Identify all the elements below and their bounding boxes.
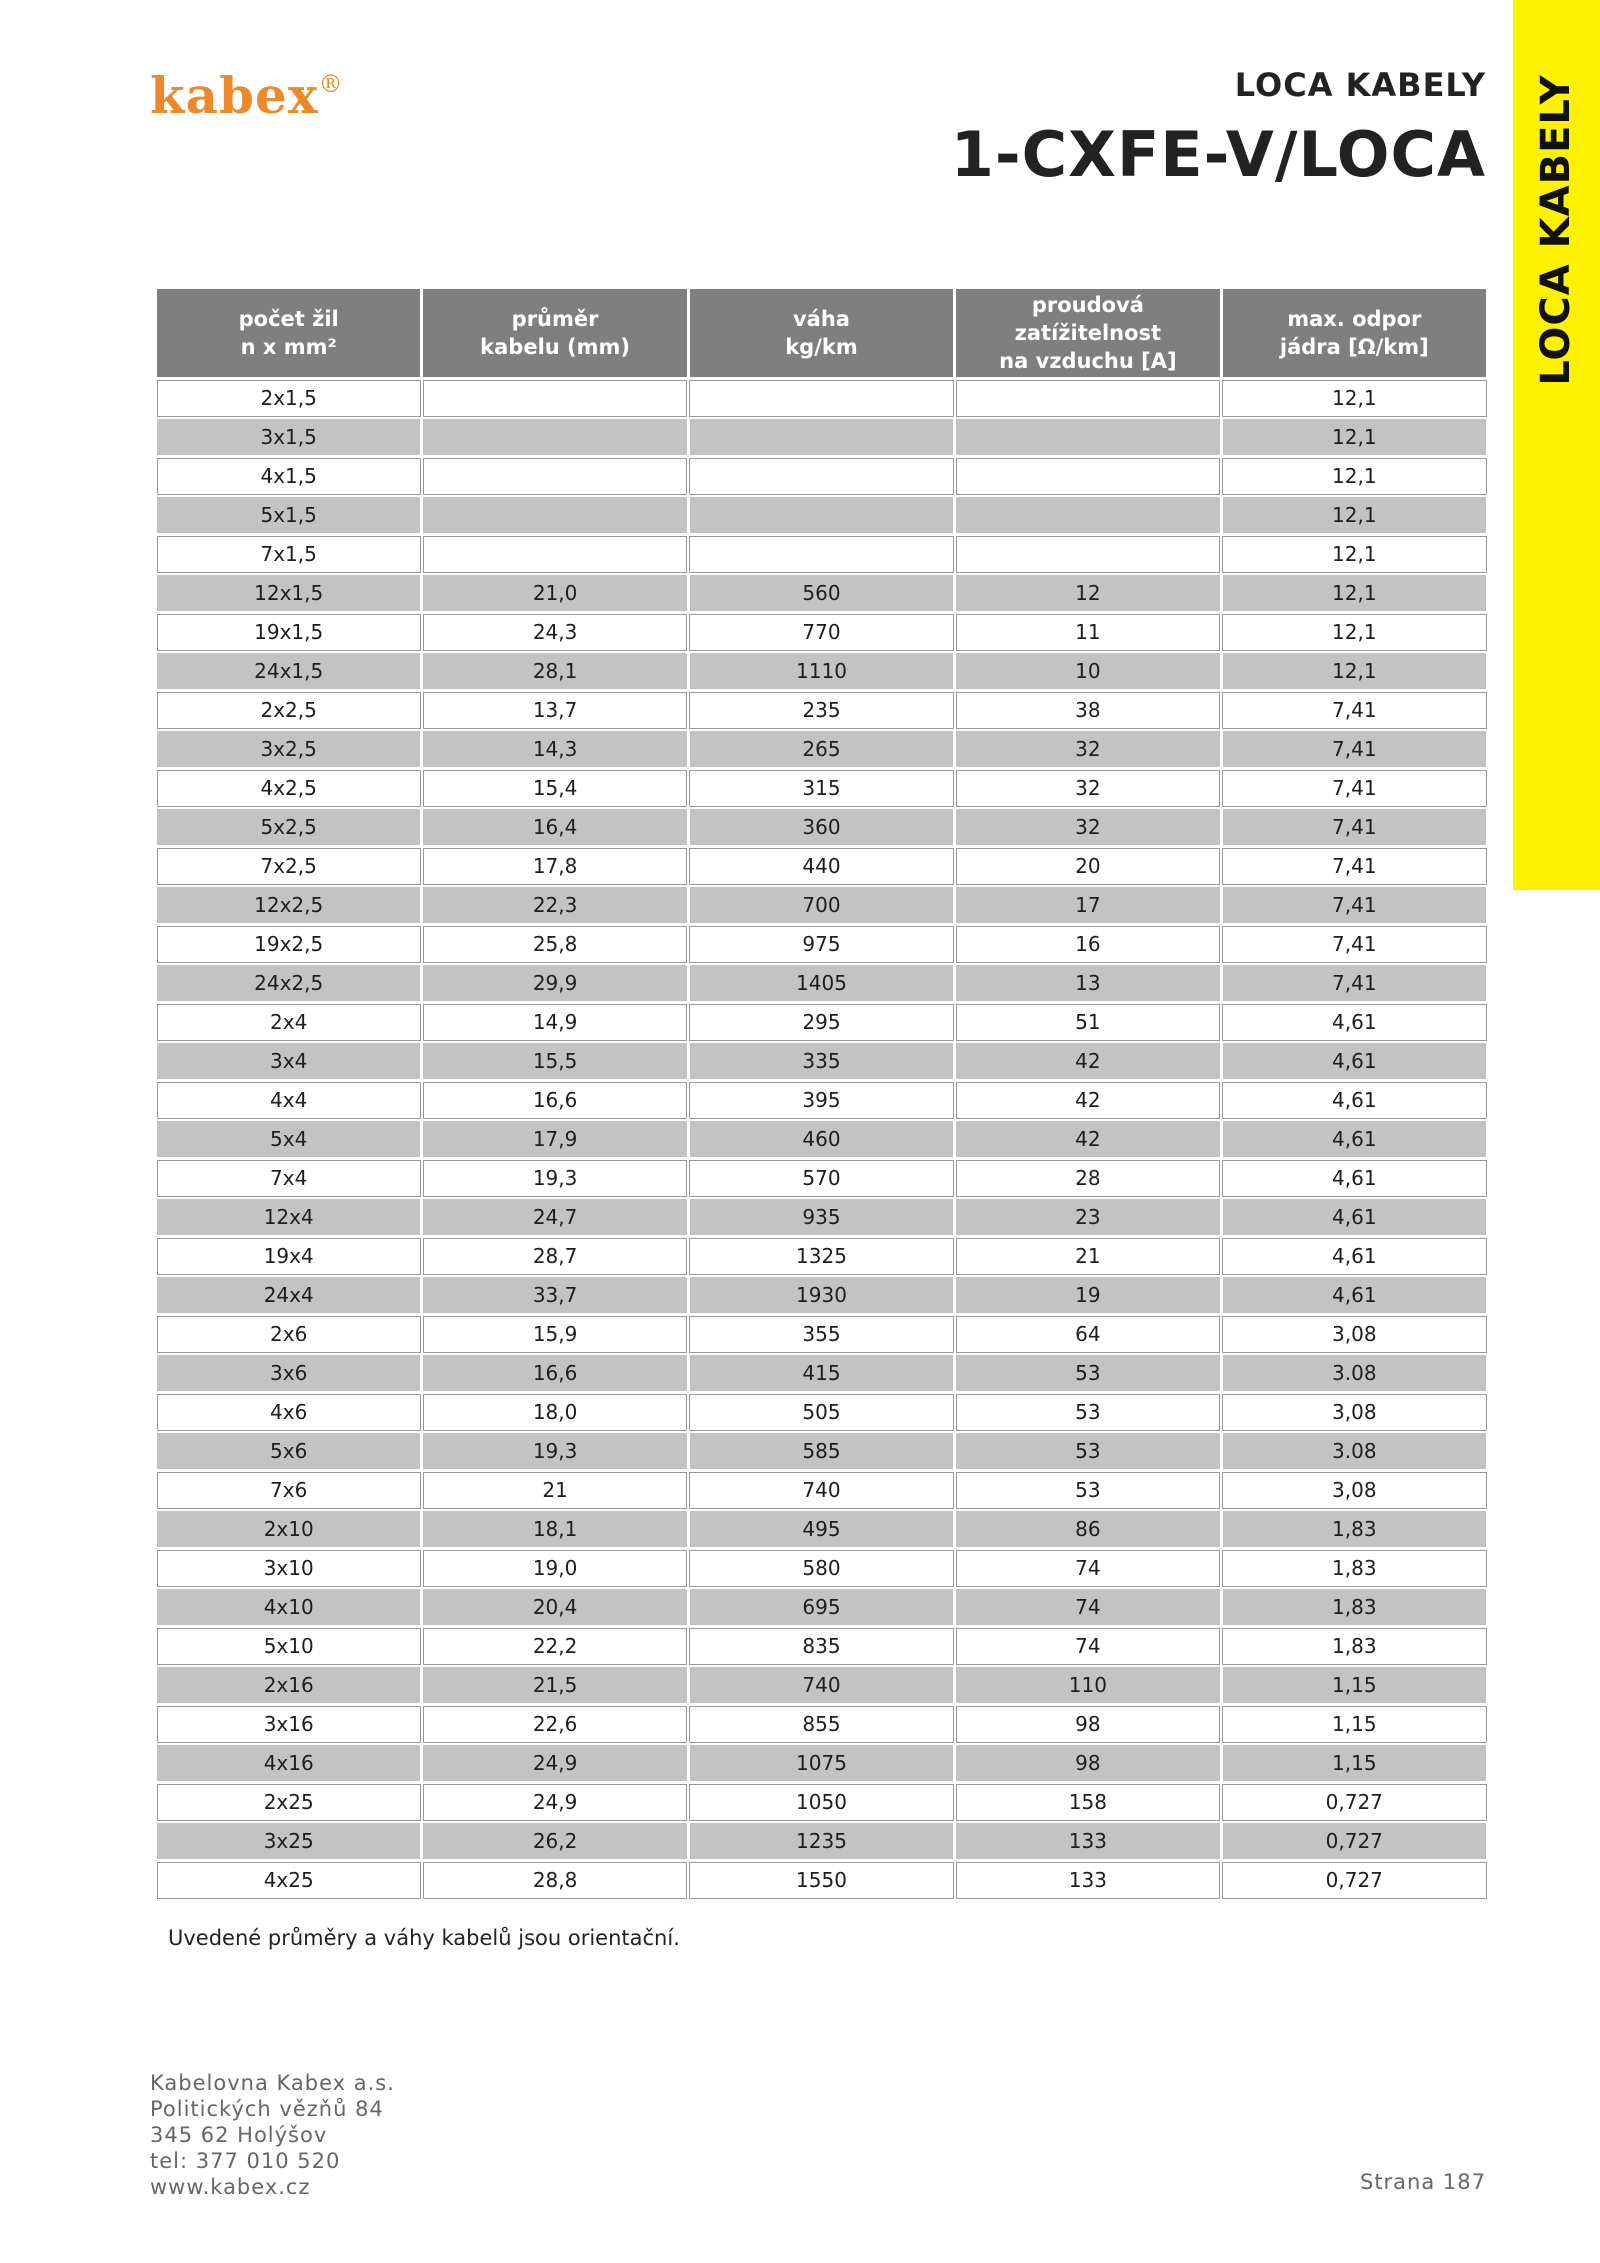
cell-weight: 335 [688,1042,954,1081]
cell-weight: 835 [688,1627,954,1666]
cell-weight: 265 [688,730,954,769]
cell-weight: 495 [688,1510,954,1549]
cell-diameter [422,379,688,418]
cell-weight: 295 [688,1003,954,1042]
cell-cores: 3x1,5 [156,418,422,457]
cell-cores: 5x1,5 [156,496,422,535]
table-row [156,730,1488,769]
cell-cores: 5x4 [156,1120,422,1159]
cell-resistance: 12,1 [1221,418,1487,457]
cell-resistance: 4,61 [1221,1003,1487,1042]
cell-diameter: 18,0 [422,1393,688,1432]
cell-resistance: 7,41 [1221,769,1487,808]
cell-diameter: 14,9 [422,1003,688,1042]
cell-diameter: 21,0 [422,574,688,613]
cell-diameter: 19,3 [422,1159,688,1198]
cell-weight: 585 [688,1432,954,1471]
cell-resistance: 0,727 [1221,1861,1487,1900]
cell-cores: 19x1,5 [156,613,422,652]
cell-weight: 415 [688,1354,954,1393]
cell-cores: 3x10 [156,1549,422,1588]
cell-diameter: 28,8 [422,1861,688,1900]
cell-resistance: 3.08 [1221,1354,1487,1393]
cell-cores: 3x16 [156,1705,422,1744]
cell-current: 42 [955,1081,1221,1120]
cell-cores: 24x2,5 [156,964,422,1003]
cell-weight: 355 [688,1315,954,1354]
cell-cores: 24x1,5 [156,652,422,691]
cell-diameter: 19,3 [422,1432,688,1471]
address-line: Kabelovna Kabex a.s. [150,2071,395,2095]
table-row [156,1393,1488,1432]
cell-weight: 1075 [688,1744,954,1783]
cell-resistance: 4,61 [1221,1081,1487,1120]
cell-current: 13 [955,964,1221,1003]
cell-diameter: 16,4 [422,808,688,847]
product-title: 1-CXFE-V/LOCA [950,118,1486,191]
table-row [156,1744,1488,1783]
cell-current: 16 [955,925,1221,964]
cell-current: 32 [955,730,1221,769]
col-header-cores: počet žil n x mm² [156,288,422,379]
cell-current [955,457,1221,496]
cable-spec-table [154,286,1489,1901]
cell-cores: 4x1,5 [156,457,422,496]
cell-diameter: 24,9 [422,1744,688,1783]
cell-diameter: 28,1 [422,652,688,691]
table-row [156,613,1488,652]
cell-weight: 695 [688,1588,954,1627]
company-logo [150,66,344,125]
cell-weight: 975 [688,925,954,964]
cell-resistance: 7,41 [1221,808,1487,847]
cell-current: 21 [955,1237,1221,1276]
cell-diameter: 15,5 [422,1042,688,1081]
cell-current [955,496,1221,535]
cell-cores: 2x10 [156,1510,422,1549]
table-header [156,288,1488,379]
table-row [156,1042,1488,1081]
cell-diameter: 22,3 [422,886,688,925]
cell-weight: 740 [688,1471,954,1510]
cell-resistance: 1,83 [1221,1627,1487,1666]
cell-weight [688,418,954,457]
cell-resistance: 4,61 [1221,1159,1487,1198]
cell-cores: 3x2,5 [156,730,422,769]
cell-weight: 1050 [688,1783,954,1822]
table-row [156,1198,1488,1237]
side-tab-label-wrap [1513,0,1600,890]
cell-resistance: 7,41 [1221,886,1487,925]
address-line: Politických vězňů 84 [150,2097,384,2121]
logo-text: kabex [150,66,319,125]
cell-resistance: 4,61 [1221,1237,1487,1276]
table-row [156,652,1488,691]
cell-resistance: 12,1 [1221,457,1487,496]
cell-current: 51 [955,1003,1221,1042]
cell-current: 53 [955,1432,1221,1471]
cell-weight: 770 [688,613,954,652]
cell-cores: 5x2,5 [156,808,422,847]
cell-cores: 7x4 [156,1159,422,1198]
cell-current: 133 [955,1822,1221,1861]
cell-weight [688,496,954,535]
cell-current: 28 [955,1159,1221,1198]
cell-resistance: 0,727 [1221,1783,1487,1822]
cell-current: 32 [955,808,1221,847]
cell-current [955,418,1221,457]
table-row [156,379,1488,418]
cell-diameter: 24,9 [422,1783,688,1822]
cell-weight: 460 [688,1120,954,1159]
cell-cores: 3x6 [156,1354,422,1393]
table-row [156,1588,1488,1627]
cell-cores: 2x1,5 [156,379,422,418]
cell-weight: 440 [688,847,954,886]
cell-current: 98 [955,1744,1221,1783]
table-row [156,925,1488,964]
cell-weight: 1930 [688,1276,954,1315]
table-row [156,808,1488,847]
cell-cores: 7x6 [156,1471,422,1510]
cell-diameter: 15,9 [422,1315,688,1354]
cell-weight: 315 [688,769,954,808]
col-header-current-capacity: proudová zatížitelnost na vzduchu [A] [955,288,1221,379]
cell-cores: 24x4 [156,1276,422,1315]
cell-weight: 740 [688,1666,954,1705]
cell-diameter: 16,6 [422,1081,688,1120]
table-row [156,691,1488,730]
cell-resistance: 3,08 [1221,1471,1487,1510]
cell-diameter: 14,3 [422,730,688,769]
cell-resistance: 1,83 [1221,1588,1487,1627]
cell-diameter: 16,6 [422,1354,688,1393]
cell-diameter: 24,7 [422,1198,688,1237]
cell-cores: 3x25 [156,1822,422,1861]
table-row [156,496,1488,535]
cell-current: 23 [955,1198,1221,1237]
table-row [156,1471,1488,1510]
cell-current: 42 [955,1120,1221,1159]
cell-weight: 395 [688,1081,954,1120]
cell-weight: 1405 [688,964,954,1003]
cell-current [955,535,1221,574]
cell-cores: 5x6 [156,1432,422,1471]
cell-weight: 235 [688,691,954,730]
table-row [156,1549,1488,1588]
cell-cores: 4x10 [156,1588,422,1627]
table-row [156,574,1488,613]
cell-cores: 2x25 [156,1783,422,1822]
table-row [156,1432,1488,1471]
cell-resistance: 4,61 [1221,1120,1487,1159]
cell-cores: 7x1,5 [156,535,422,574]
table-row [156,1705,1488,1744]
cell-current: 53 [955,1471,1221,1510]
cell-resistance: 12,1 [1221,613,1487,652]
cell-cores: 12x1,5 [156,574,422,613]
cell-cores: 2x16 [156,1666,422,1705]
cell-cores: 4x4 [156,1081,422,1120]
cell-weight: 505 [688,1393,954,1432]
cell-current: 17 [955,886,1221,925]
table-row [156,1159,1488,1198]
cell-diameter: 15,4 [422,769,688,808]
table-row [156,1666,1488,1705]
cell-weight: 580 [688,1549,954,1588]
cell-diameter: 20,4 [422,1588,688,1627]
cell-diameter: 21 [422,1471,688,1510]
cell-diameter: 19,0 [422,1549,688,1588]
cell-current [955,379,1221,418]
registered-mark: ® [318,70,344,98]
cell-diameter: 25,8 [422,925,688,964]
table-row [156,1354,1488,1393]
page-number: Strana 187 [1359,2170,1486,2194]
cell-resistance: 7,41 [1221,730,1487,769]
cell-weight [688,535,954,574]
cell-cores: 4x6 [156,1393,422,1432]
cell-cores: 4x2,5 [156,769,422,808]
table-row [156,1783,1488,1822]
cell-weight: 700 [688,886,954,925]
cell-cores: 2x4 [156,1003,422,1042]
cell-current: 53 [955,1354,1221,1393]
cell-diameter [422,418,688,457]
cell-resistance: 12,1 [1221,574,1487,613]
table-row [156,418,1488,457]
cell-resistance: 1,15 [1221,1705,1487,1744]
category-label: LOCA KABELY [1234,66,1486,104]
cell-current: 74 [955,1627,1221,1666]
table-row [156,1627,1488,1666]
table-row [156,457,1488,496]
table-row [156,1237,1488,1276]
cell-diameter: 22,6 [422,1705,688,1744]
company-address [150,2070,395,2200]
cell-diameter: 22,2 [422,1627,688,1666]
table-row [156,1315,1488,1354]
address-line: 345 62 Holýšov [150,2123,328,2147]
cell-diameter: 33,7 [422,1276,688,1315]
cell-weight: 935 [688,1198,954,1237]
cell-weight [688,379,954,418]
table-row [156,847,1488,886]
cell-diameter: 18,1 [422,1510,688,1549]
cell-current: 158 [955,1783,1221,1822]
cell-weight: 1235 [688,1822,954,1861]
cell-weight: 855 [688,1705,954,1744]
table-row [156,535,1488,574]
cell-diameter [422,457,688,496]
cell-resistance: 7,41 [1221,925,1487,964]
cell-resistance: 12,1 [1221,652,1487,691]
website-link[interactable]: www.kabex.cz [150,2175,311,2199]
cell-resistance: 1,15 [1221,1666,1487,1705]
cell-diameter [422,496,688,535]
cell-current: 32 [955,769,1221,808]
table-body [156,379,1488,1900]
table-row [156,769,1488,808]
table-row [156,886,1488,925]
cell-current: 133 [955,1861,1221,1900]
cell-weight: 1110 [688,652,954,691]
cell-resistance: 12,1 [1221,496,1487,535]
cell-current: 42 [955,1042,1221,1081]
cell-resistance: 3,08 [1221,1315,1487,1354]
table-row [156,1510,1488,1549]
cell-diameter: 13,7 [422,691,688,730]
cell-weight: 360 [688,808,954,847]
cell-weight: 560 [688,574,954,613]
cell-weight: 1550 [688,1861,954,1900]
cell-weight: 1325 [688,1237,954,1276]
cell-diameter: 29,9 [422,964,688,1003]
cell-weight [688,457,954,496]
cell-resistance: 3,08 [1221,1393,1487,1432]
cell-current: 11 [955,613,1221,652]
table-row [156,1120,1488,1159]
cell-resistance: 3.08 [1221,1432,1487,1471]
cell-resistance: 7,41 [1221,847,1487,886]
cell-current: 38 [955,691,1221,730]
cell-current: 53 [955,1393,1221,1432]
col-header-diameter: průměr kabelu (mm) [422,288,688,379]
footnote: Uvedené průměry a váhy kabelů jsou orientační. [168,1926,680,1950]
cell-cores: 12x4 [156,1198,422,1237]
cell-resistance: 1,15 [1221,1744,1487,1783]
cell-current: 98 [955,1705,1221,1744]
cell-current: 74 [955,1549,1221,1588]
cell-cores: 2x2,5 [156,691,422,730]
cell-current: 12 [955,574,1221,613]
cell-diameter: 17,9 [422,1120,688,1159]
col-header-weight: váha kg/km [688,288,954,379]
cell-resistance: 4,61 [1221,1042,1487,1081]
address-line: tel: 377 010 520 [150,2149,341,2173]
table-row [156,1003,1488,1042]
cell-current: 86 [955,1510,1221,1549]
cell-diameter [422,535,688,574]
cell-resistance: 12,1 [1221,535,1487,574]
table-header-row [156,288,1488,379]
side-tab-label: LOCA KABELY [1533,74,1579,386]
table-row [156,1822,1488,1861]
cell-current: 64 [955,1315,1221,1354]
cell-current: 74 [955,1588,1221,1627]
table-row [156,964,1488,1003]
cell-resistance: 12,1 [1221,379,1487,418]
cell-cores: 4x16 [156,1744,422,1783]
cell-resistance: 7,41 [1221,691,1487,730]
table-row [156,1861,1488,1900]
cell-resistance: 1,83 [1221,1549,1487,1588]
cell-diameter: 26,2 [422,1822,688,1861]
cell-resistance: 1,83 [1221,1510,1487,1549]
cell-cores: 4x25 [156,1861,422,1900]
cell-cores: 3x4 [156,1042,422,1081]
cell-diameter: 17,8 [422,847,688,886]
cell-current: 110 [955,1666,1221,1705]
cell-current: 10 [955,652,1221,691]
cell-cores: 19x4 [156,1237,422,1276]
cell-resistance: 4,61 [1221,1276,1487,1315]
cell-current: 19 [955,1276,1221,1315]
cell-cores: 2x6 [156,1315,422,1354]
cell-cores: 5x10 [156,1627,422,1666]
cell-diameter: 21,5 [422,1666,688,1705]
cell-resistance: 0,727 [1221,1822,1487,1861]
cell-cores: 12x2,5 [156,886,422,925]
table-row [156,1276,1488,1315]
cell-cores: 7x2,5 [156,847,422,886]
cell-resistance: 4,61 [1221,1198,1487,1237]
cell-diameter: 28,7 [422,1237,688,1276]
cell-diameter: 24,3 [422,613,688,652]
col-header-max-resistance: max. odpor jádra [Ω/km] [1221,288,1487,379]
cell-current: 20 [955,847,1221,886]
table-row [156,1081,1488,1120]
cell-cores: 19x2,5 [156,925,422,964]
cell-weight: 570 [688,1159,954,1198]
cell-resistance: 7,41 [1221,964,1487,1003]
